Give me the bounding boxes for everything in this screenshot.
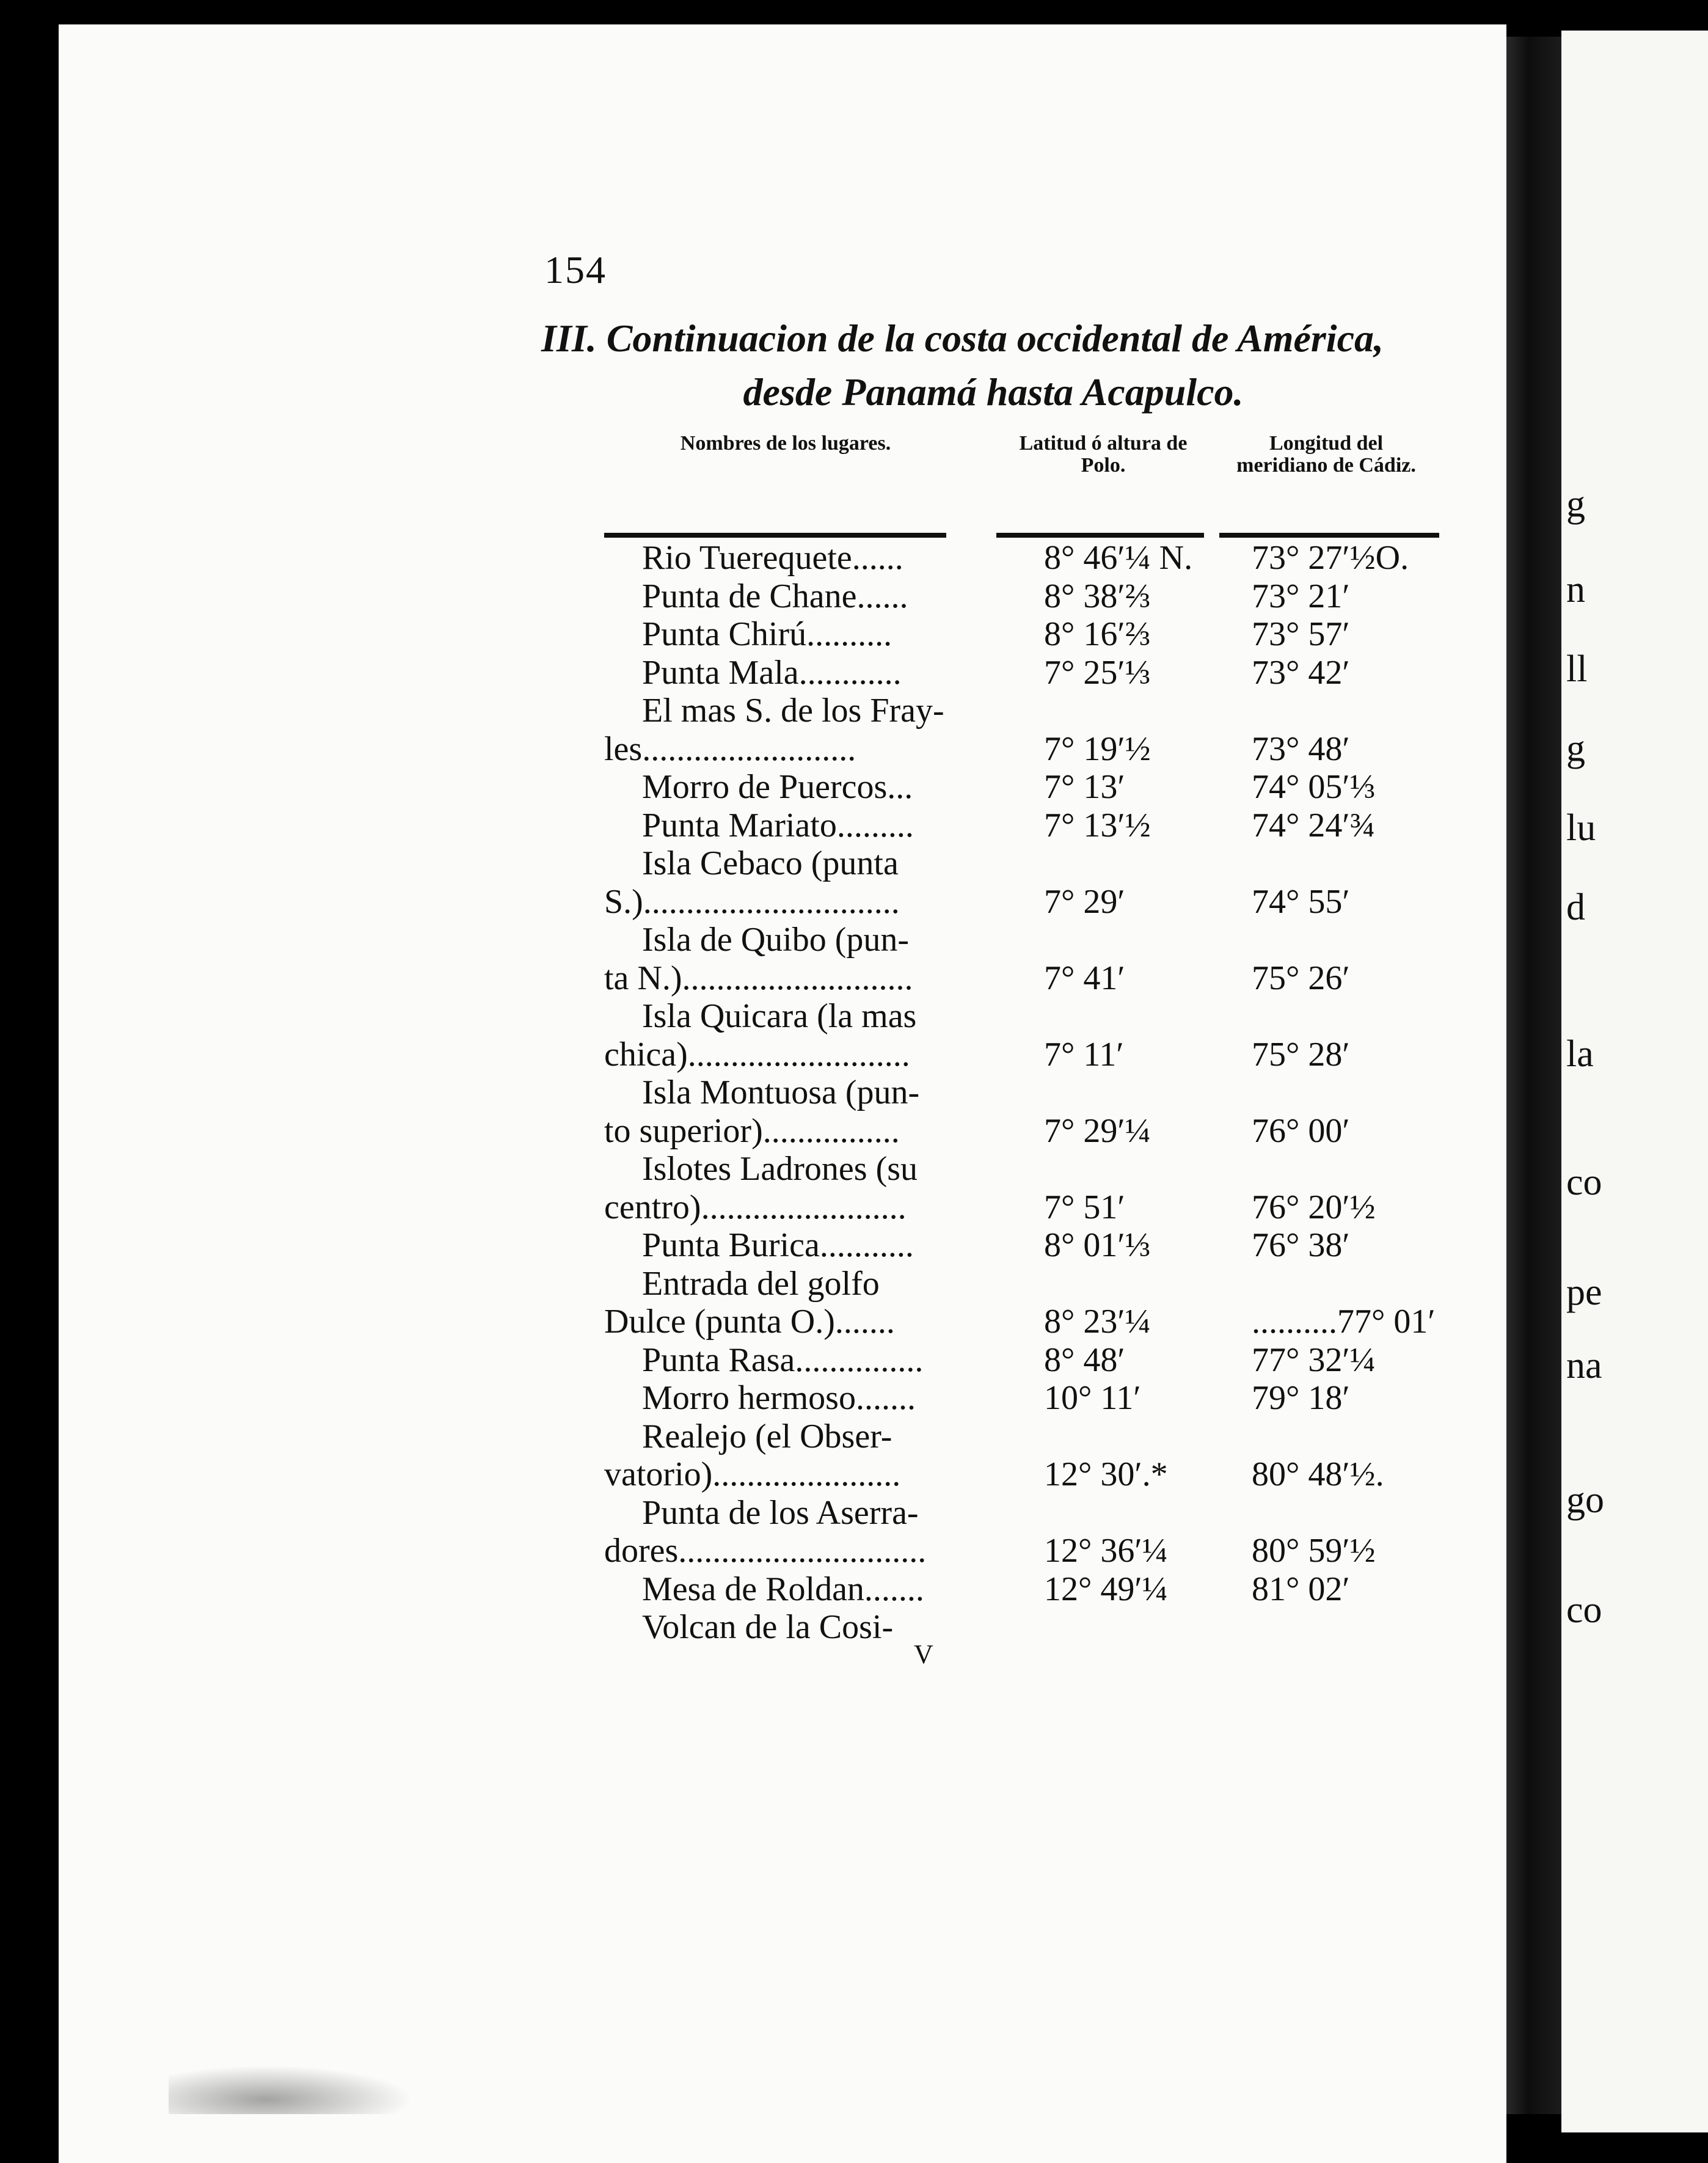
- coordinates-table: [604, 539, 1459, 1647]
- facing-page-fragment: ll: [1566, 648, 1588, 690]
- table-row: [604, 1303, 1459, 1341]
- page-stain: [169, 2065, 413, 2114]
- longitude-value: 81° 02′: [1252, 1570, 1350, 1608]
- place-name: El mas S. de los Fray-: [642, 692, 944, 730]
- table-row: [604, 1608, 1459, 1647]
- table-row: [604, 1341, 1459, 1380]
- place-name: Punta de los Aserra-: [642, 1493, 919, 1532]
- latitude-value: 8° 46′¼ N.: [1044, 539, 1193, 577]
- table-row: [604, 692, 1459, 730]
- table-row: [604, 807, 1459, 845]
- latitude-value: 7° 51′: [1044, 1188, 1125, 1226]
- longitude-value: 79° 18′: [1252, 1379, 1350, 1417]
- title-line-2: desde Panamá hasta Acapulco.: [743, 370, 1244, 414]
- longitude-value: 75° 28′: [1252, 1035, 1350, 1074]
- longitude-value: 80° 48′½.: [1252, 1455, 1384, 1493]
- latitude-value: 7° 25′⅓: [1044, 653, 1151, 692]
- latitude-value: 8° 38′⅔: [1044, 577, 1151, 615]
- table-row: [604, 997, 1459, 1036]
- longitude-value: 76° 00′: [1252, 1111, 1350, 1150]
- longitude-value: 74° 05′⅓: [1252, 768, 1376, 806]
- place-name: S.)..............................: [604, 882, 900, 921]
- place-name: vatorio)......................: [604, 1455, 901, 1493]
- table-row: [604, 654, 1459, 692]
- table-row: [604, 730, 1459, 769]
- table-row: [604, 1188, 1459, 1227]
- latitude-value: 7° 41′: [1044, 959, 1125, 997]
- place-name: Entrada del golfo: [642, 1264, 880, 1303]
- latitude-value: 7° 11′: [1044, 1035, 1124, 1074]
- latitude-value: 7° 19′½: [1044, 730, 1151, 768]
- place-name: Realejo (el Obser-: [642, 1417, 892, 1455]
- table-row: [604, 1226, 1459, 1265]
- table-row: [604, 959, 1459, 998]
- table-row: [604, 1532, 1459, 1570]
- place-name: Punta Rasa...............: [642, 1341, 924, 1379]
- place-name: les.........................: [604, 730, 856, 768]
- facing-page-fragment: co: [1566, 1162, 1602, 1203]
- place-name: Rio Tuerequete......: [642, 539, 903, 577]
- place-name: Dulce (punta O.).......: [604, 1303, 895, 1341]
- table-row: [604, 577, 1459, 616]
- place-name: chica)..........................: [604, 1035, 910, 1074]
- latitude-value: 7° 13′: [1044, 768, 1125, 806]
- place-name: Mesa de Roldan.......: [642, 1570, 924, 1608]
- facing-page-fragment: go: [1566, 1479, 1604, 1521]
- table-row: [604, 1455, 1459, 1494]
- facing-page-fragment: pe: [1566, 1272, 1602, 1313]
- place-name: Isla Montuosa (pun-: [642, 1074, 920, 1111]
- table-row: [604, 1074, 1459, 1112]
- table-row: [604, 539, 1459, 577]
- table-row: [604, 844, 1459, 883]
- place-name: dores.............................: [604, 1532, 927, 1570]
- table-row: [604, 1379, 1459, 1418]
- longitude-value: 76° 20′½: [1252, 1188, 1376, 1226]
- header-rule: [996, 533, 1204, 538]
- longitude-value: 73° 57′: [1252, 615, 1350, 653]
- latitude-value: 8° 01′⅓: [1044, 1226, 1151, 1264]
- place-name: Isla Quicara (la mas: [642, 997, 917, 1035]
- longitude-value: 74° 24′¾: [1252, 806, 1376, 844]
- facing-page-fragment: d: [1566, 887, 1585, 928]
- place-name: Islotes Ladrones (su: [642, 1150, 918, 1188]
- place-name: Volcan de la Cosi-: [642, 1608, 894, 1646]
- longitude-value: 73° 27′½O.: [1252, 539, 1409, 577]
- longitude-value: 73° 21′: [1252, 577, 1350, 615]
- page-number: 154: [544, 248, 607, 291]
- latitude-value: 8° 16′⅔: [1044, 615, 1151, 653]
- table-row: [604, 1265, 1459, 1303]
- column-header-longitud: Longitud del meridiano de Cádiz.: [1236, 432, 1416, 477]
- latitude-value: 10° 11′: [1044, 1379, 1141, 1417]
- place-name: ta N.)...........................: [604, 959, 913, 997]
- latitude-value: 7° 29′¼: [1044, 1111, 1151, 1150]
- longitude-value: ..........77° 01′: [1252, 1303, 1436, 1341]
- longitude-value: 77° 32′¼: [1252, 1341, 1376, 1379]
- header-rule: [1219, 533, 1439, 538]
- latitude-value: 12° 30′.*: [1044, 1455, 1168, 1493]
- table-row: [604, 1494, 1459, 1532]
- book-page: [59, 24, 1506, 2163]
- latitude-value: 12° 36′¼: [1044, 1532, 1168, 1570]
- place-name: Punta Chirú..........: [642, 615, 892, 653]
- title-line-1: III. Continuacion de la costa occidental de América,: [541, 317, 1384, 360]
- table-row: [604, 1112, 1459, 1151]
- latitude-value: 8° 48′: [1044, 1341, 1125, 1379]
- table-row: [604, 615, 1459, 654]
- place-name: Morro hermoso.......: [642, 1379, 916, 1417]
- latitude-value: 12° 49′¼: [1044, 1570, 1168, 1608]
- latitude-value: 7° 29′: [1044, 882, 1125, 921]
- longitude-value: 73° 48′: [1252, 730, 1350, 768]
- place-name: Isla de Quibo (pun-: [642, 921, 910, 959]
- facing-page-fragment: co: [1566, 1589, 1602, 1631]
- header-rule: [604, 533, 946, 538]
- place-name: Punta Mala............: [642, 653, 902, 692]
- place-name: to superior)................: [604, 1111, 900, 1150]
- facing-page-fragment: g: [1566, 728, 1585, 769]
- longitude-value: 75° 26′: [1252, 959, 1350, 997]
- facing-page-fragment: n: [1566, 569, 1585, 610]
- table-row: [604, 1418, 1459, 1456]
- column-header-latitud: Latitud ó altura de Polo.: [1019, 432, 1188, 477]
- longitude-value: 74° 55′: [1252, 882, 1350, 921]
- longitude-value: 73° 42′: [1252, 653, 1350, 692]
- table-row: [604, 1036, 1459, 1074]
- table-row: [604, 921, 1459, 959]
- facing-page-fragment: g: [1566, 483, 1585, 525]
- signature-mark: V: [914, 1639, 933, 1669]
- longitude-value: 80° 59′½: [1252, 1532, 1376, 1570]
- section-title: [541, 312, 1445, 419]
- latitude-value: 8° 23′¼: [1044, 1303, 1151, 1341]
- book-gutter: [1506, 37, 1561, 2114]
- facing-page-fragment: la: [1566, 1033, 1594, 1075]
- longitude-value: 76° 38′: [1252, 1226, 1350, 1264]
- place-name: Punta Burica...........: [642, 1226, 914, 1264]
- table-row: [604, 768, 1459, 807]
- place-name: centro)........................: [604, 1188, 907, 1226]
- latitude-value: 7° 13′½: [1044, 806, 1151, 844]
- facing-page-fragment: na: [1566, 1345, 1602, 1386]
- table-row: [604, 1150, 1459, 1188]
- place-name: Morro de Puercos...: [642, 768, 913, 806]
- table-row: [604, 883, 1459, 921]
- table-row: [604, 1570, 1459, 1609]
- place-name: Isla Cebaco (punta: [642, 844, 899, 882]
- place-name: Punta Mariato.........: [642, 806, 914, 844]
- facing-page-fragment: lu: [1566, 807, 1596, 849]
- column-header-nombres: Nombres de los lugares.: [680, 432, 891, 455]
- facing-page: [1561, 31, 1708, 2132]
- place-name: Punta de Chane......: [642, 577, 908, 615]
